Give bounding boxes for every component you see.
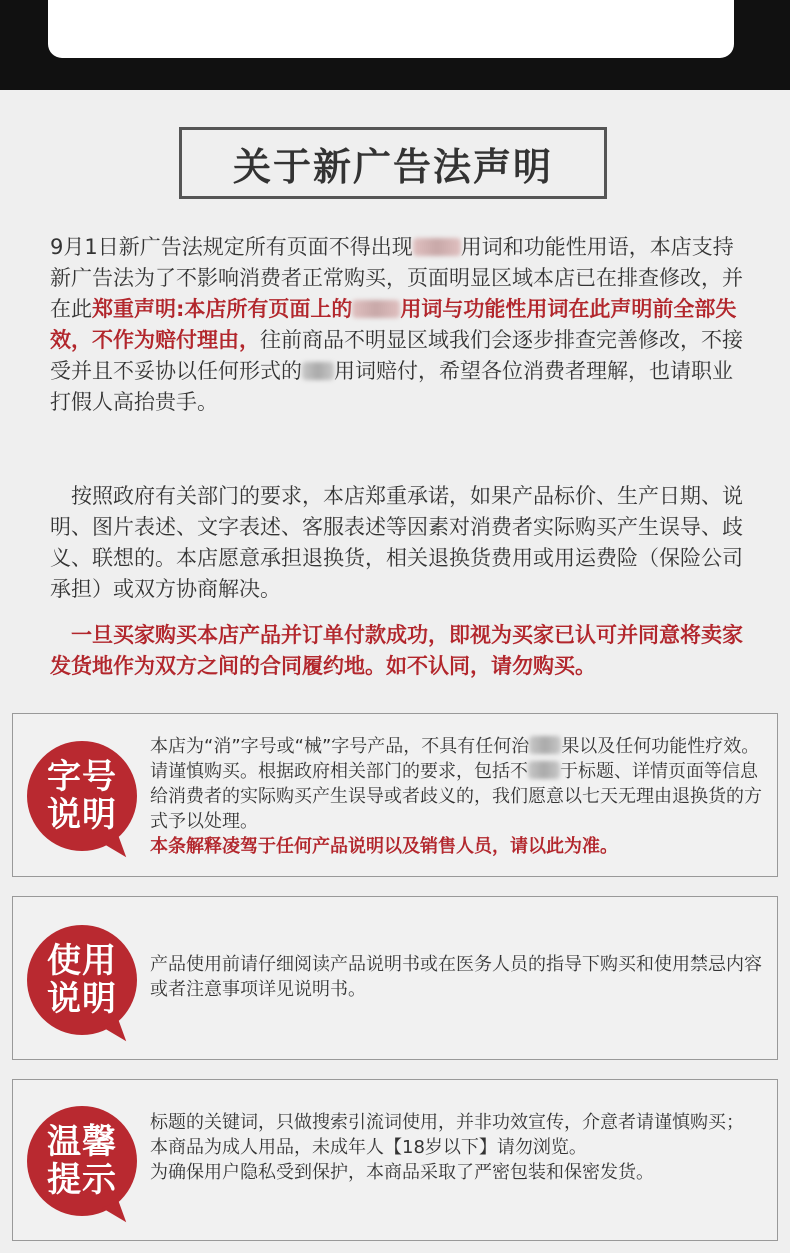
blurred-word [302,362,334,380]
statement-text: 9月1日新广告法规定所有页面不得出现 [50,235,413,259]
page-title: 关于新广告法声明 [232,144,553,189]
notice-text-part: 果以及任何功能性疗效。请谨慎购买。根据政府相关部门的要求，包括不 [150,736,760,782]
badge-line-2: 提示 [47,1160,117,1200]
notice-box-tips [12,1079,778,1241]
notice-text-part: 于标题、详情页面等信息给消费者的实际购买产生误导或者歧义的，我们愿意以七天无理由退换货的方式予以处理。 [150,761,762,832]
statement-text: 用词和功能性用语，本店支持新广告法为了不影响消费者正常购买，页面明显区域本店已在排查修改，并在此 [50,235,743,321]
notice-box-trademark [12,713,778,877]
notice-box-usage [12,896,778,1060]
badge-tips [27,1106,137,1216]
statement-red-text: 郑重声明:本店所有页面上的 [92,297,353,321]
statement-paragraph-1 [50,232,750,418]
notice-line: 为确保用户隐私受到保护，本商品采取了严密包装和保密发货。 [150,1162,654,1183]
badge-line-1: 使用 [47,941,117,981]
badge-line-1: 温馨 [47,1122,117,1162]
statement-red-text: 一旦买家购买本店产品并订单付款成功，即视为买家已认可并同意将卖家发货地作为双方之间的合同履约地。如不认同，请勿购买。 [50,623,743,678]
blurred-word [529,736,561,754]
statement-text: 按照政府有关部门的要求，本店郑重承诺，如果产品标价、生产日期、说明、图片表述、文字表述、客服表述等因素对消费者实际购买产生误导、歧义、联想的。本店愿意承担退换货，相关退换货费用或用运费险（保险公司承担）或双方协商解决。 [50,484,743,601]
statement-text: 往前商品不明显区域我们会逐步排查完善修改，不接受并且不妥协以任何形式的 [50,328,743,383]
notice-line: 标题的关键词，只做搜索引流词使用，并非功效宣传，介意者请谨慎购买； [150,1112,744,1133]
badge-line-2: 说明 [47,979,117,1019]
notice-text [150,1110,763,1185]
statement-red-text: 用词与功能性用词在此声明前全部失效，不作为赔付理由， [50,297,737,352]
notice-line: 本商品为成人用品，未成年人【18岁以下】请勿浏览。 [150,1137,587,1158]
top-white-card [48,0,734,58]
notice-text [150,952,763,1002]
blurred-word [413,238,461,256]
statement-text: 用词赔付，希望各位消费者理解，也请职业打假人高抬贵手。 [50,359,733,414]
notice-text [150,734,763,859]
badge-line-1: 字号 [47,757,117,797]
badge-usage [27,925,137,1035]
title-box [179,127,607,199]
notice-red-text: 本条解释凌驾于任何产品说明以及销售人员，请以此为准。 [150,836,618,857]
statement-paragraph-2 [50,481,750,605]
statement-paragraph-3 [50,620,750,682]
blurred-word [528,761,560,779]
notice-text-part: 产品使用前请仔细阅读产品说明书或在医务人员的指导下购买和使用禁忌内容或者注意事项详见说明书。 [150,954,762,1000]
badge-line-2: 说明 [47,795,117,835]
notice-text-part: 本店为“消”字号或“械”字号产品，不具有任何治 [150,736,530,757]
blurred-word [352,300,400,318]
badge-trademark [27,741,137,851]
